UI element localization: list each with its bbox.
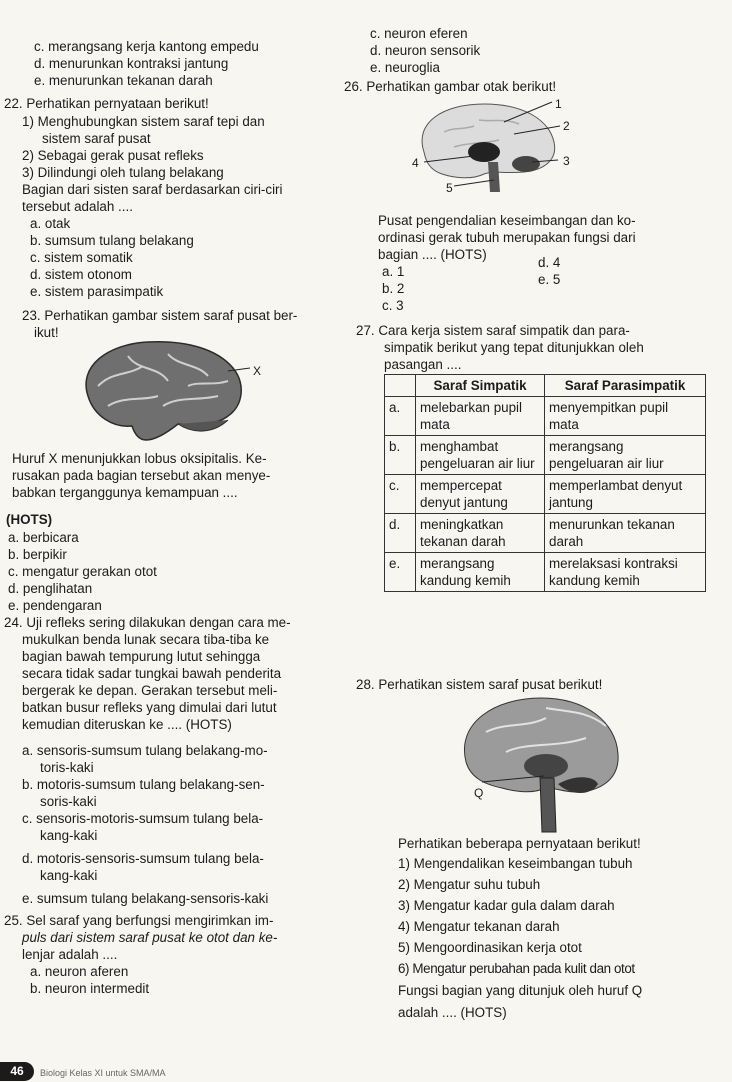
- q23-stem-line2: ikut!: [34, 325, 59, 340]
- row-letter: a.: [385, 397, 416, 436]
- table-header-row: [385, 375, 706, 397]
- table-row: [385, 436, 706, 475]
- q26-option-b: b. 2: [382, 281, 405, 296]
- q24-line1: 24. Uji refleks sering dilakukan dengan cara me-: [4, 615, 291, 630]
- row-letter: d.: [385, 514, 416, 553]
- q26-option-e: e. 5: [538, 272, 561, 287]
- q22-statement-1-cont: sistem saraf pusat: [42, 131, 151, 146]
- q22-statement-2: 2) Sebagai gerak pusat refleks: [22, 148, 204, 163]
- q21-option-e: e. menurunkan tekanan darah: [34, 73, 213, 88]
- q22-stem: 22. Perhatikan pernyataan berikut!: [4, 96, 209, 111]
- row-letter: b.: [385, 436, 416, 475]
- brain-cns-illustration: [446, 692, 626, 838]
- table-header-simpatik: Saraf Simpatik: [416, 375, 545, 397]
- q28-statement-2: 2) Mengatur suhu tubuh: [398, 877, 541, 892]
- q26-option-c: c. 3: [382, 298, 404, 313]
- q24-option-d-cont: kang-kaki: [40, 868, 98, 883]
- simpatik-cell: menghambat pengeluaran air liur: [416, 436, 545, 475]
- q24-line2: mukulkan benda lunak secara tiba-tiba ke: [22, 632, 270, 647]
- q24-option-b: b. motoris-sumsum tulang belakang-sen-: [22, 777, 265, 792]
- q26-stem: 26. Perhatikan gambar otak berikut!: [344, 79, 557, 94]
- q22-option-a: a. otak: [30, 216, 71, 231]
- parasimpatik-cell: memperlambat denyut jantung: [545, 475, 706, 514]
- q24-option-a: a. sensoris-sumsum tulang belakang-mo-: [22, 743, 268, 758]
- q23-option-b: b. berpikir: [8, 547, 67, 562]
- simpatik-cell: melebarkan pupil mata: [416, 397, 545, 436]
- q22-option-b: b. sumsum tulang belakang: [30, 233, 194, 248]
- simpatik-cell: merangsang kandung kemih: [416, 553, 545, 592]
- q26-option-d: d. 4: [538, 255, 561, 270]
- q26-label-4: 4: [412, 156, 419, 170]
- q21-option-c: c. merangsang kerja kantong empedu: [34, 39, 259, 54]
- q28-statement-5: 5) Mengoordinasikan kerja otot: [398, 940, 582, 955]
- q22-statement-1: 1) Menghubungkan sistem saraf tepi dan: [22, 114, 265, 129]
- q25-option-d: d. neuron sensorik: [370, 43, 481, 58]
- q26-label-5: 5: [446, 181, 453, 195]
- q24-option-a-cont: toris-kaki: [40, 760, 94, 775]
- q23-stem-line1: 23. Perhatikan gambar sistem saraf pusat ber-: [22, 308, 298, 323]
- row-letter: c.: [385, 475, 416, 514]
- q24-line6: batkan busur refleks yang dimulai dari lutut: [22, 700, 277, 715]
- q26-option-a: a. 1: [382, 264, 405, 279]
- q25-option-e: e. neuroglia: [370, 60, 440, 75]
- q24-line4: secara tidak sadar tungkai bawah penderita: [22, 666, 282, 681]
- q24-option-e: e. sumsum tulang belakang-sensoris-kaki: [22, 891, 269, 906]
- q23-label-x: X: [253, 364, 262, 378]
- q24-line3: bagian bawah tempurung lutut sehingga: [22, 649, 261, 664]
- footer-book-title: Biologi Kelas XI untuk SMA/MA: [40, 1068, 166, 1078]
- q26-label-3: 3: [563, 154, 570, 168]
- simpatik-cell: mempercepat denyut jantung: [416, 475, 545, 514]
- q23-hots-tag: (HOTS): [6, 512, 53, 527]
- table-header-parasimpatik: Saraf Parasimpatik: [545, 375, 706, 397]
- q23-option-c: c. mengatur gerakan otot: [8, 564, 157, 579]
- q28-statement-1: 1) Mengendalikan keseimbangan tubuh: [398, 856, 633, 871]
- q24-option-b-cont: soris-kaki: [40, 794, 97, 809]
- q23-question-line1: Huruf X menunjukkan lobus oksipitalis. Ke-: [12, 451, 267, 466]
- q28-statement-4: 4) Mengatur tekanan darah: [398, 919, 560, 934]
- q25-line2: puls dari sistem saraf pusat ke otot dan ke-: [22, 930, 278, 945]
- q28-statement-6: 6) Mengatur perubahan pada kulit dan otot: [398, 961, 635, 976]
- q23-question-line2: rusakan pada bagian tersebut akan menye-: [12, 468, 271, 483]
- q25-option-c: c. neuron eferen: [370, 26, 468, 41]
- q23-question-line3: babkan terganggunya kemampuan ....: [12, 485, 238, 500]
- q22-option-d: d. sistem otonom: [30, 267, 132, 282]
- brain-sagittal-illustration: [384, 92, 584, 202]
- q24-line5: bergerak ke depan. Gerakan tersebut meli-: [22, 683, 278, 698]
- q22-option-e: e. sistem parasimpatik: [30, 284, 164, 299]
- q27-line3: pasangan ....: [384, 357, 462, 372]
- q23-option-e: e. pendengaran: [8, 598, 102, 613]
- q24-option-d: d. motoris-sensoris-sumsum tulang bela-: [22, 851, 264, 866]
- table-row: [385, 514, 706, 553]
- page-number-badge: 46: [0, 1062, 34, 1081]
- table-row: [385, 553, 706, 592]
- row-letter: e.: [385, 553, 416, 592]
- q24-option-c: c. sensoris-motoris-sumsum tulang bela-: [22, 811, 264, 826]
- q22-question-line1: Bagian dari sisten saraf berdasarkan ciri-ciri: [22, 182, 283, 197]
- q25-option-a: a. neuron aferen: [30, 964, 129, 979]
- q28-question-line1: Fungsi bagian yang ditunjuk oleh huruf Q: [398, 983, 643, 998]
- q26-label-1: 1: [555, 97, 562, 111]
- q28-stem: 28. Perhatikan sistem saraf pusat berikut!: [356, 677, 603, 692]
- q24-option-c-cont: kang-kaki: [40, 828, 98, 843]
- q26-question-line2: ordinasi gerak tubuh merupakan fungsi dari: [378, 230, 636, 245]
- q25-option-b: b. neuron intermedit: [30, 981, 150, 996]
- q24-line7: kemudian diteruskan ke .... (HOTS): [22, 717, 232, 732]
- q26-question-line3: bagian .... (HOTS): [378, 247, 487, 262]
- parasimpatik-cell: merangsang pengeluaran air liur: [545, 436, 706, 475]
- q23-option-a: a. berbicara: [8, 530, 79, 545]
- q23-option-d: d. penglihatan: [8, 581, 93, 596]
- q27-line1: 27. Cara kerja sistem saraf simpatik dan para-: [356, 323, 630, 338]
- table-header-blank: [385, 375, 416, 397]
- q22-question-line2: tersebut adalah ....: [22, 199, 133, 214]
- q27-line2: simpatik berikut yang tepat ditunjukkan oleh: [384, 340, 644, 355]
- q28-intro: Perhatikan beberapa pernyataan berikut!: [398, 836, 641, 851]
- parasimpatik-cell: merelaksasi kontraksi kandung kemih: [545, 553, 706, 592]
- q28-statement-3: 3) Mengatur kadar gula dalam darah: [398, 898, 615, 913]
- q21-option-d: d. menurunkan kontraksi jantung: [34, 56, 229, 71]
- parasimpatik-cell: menyempitkan pupil mata: [545, 397, 706, 436]
- brain-lateral-illustration: [68, 336, 268, 444]
- q28-question-line2: adalah .... (HOTS): [398, 1005, 507, 1020]
- q26-question-line1: Pusat pengendalian keseimbangan dan ko-: [378, 213, 636, 228]
- q28-label-q: Q: [474, 786, 484, 800]
- q25-line3: lenjar adalah ....: [22, 947, 118, 962]
- q25-line1: 25. Sel saraf yang berfungsi mengirimkan im-: [4, 913, 274, 928]
- q26-label-2: 2: [563, 119, 570, 133]
- table-row: [385, 397, 706, 436]
- parasimpatik-cell: menurunkan tekanan darah: [545, 514, 706, 553]
- q27-comparison-table: [384, 374, 706, 592]
- table-row: [385, 475, 706, 514]
- q22-statement-3: 3) Dilindungi oleh tulang belakang: [22, 165, 224, 180]
- simpatik-cell: meningkatkan tekanan darah: [416, 514, 545, 553]
- q22-option-c: c. sistem somatik: [30, 250, 133, 265]
